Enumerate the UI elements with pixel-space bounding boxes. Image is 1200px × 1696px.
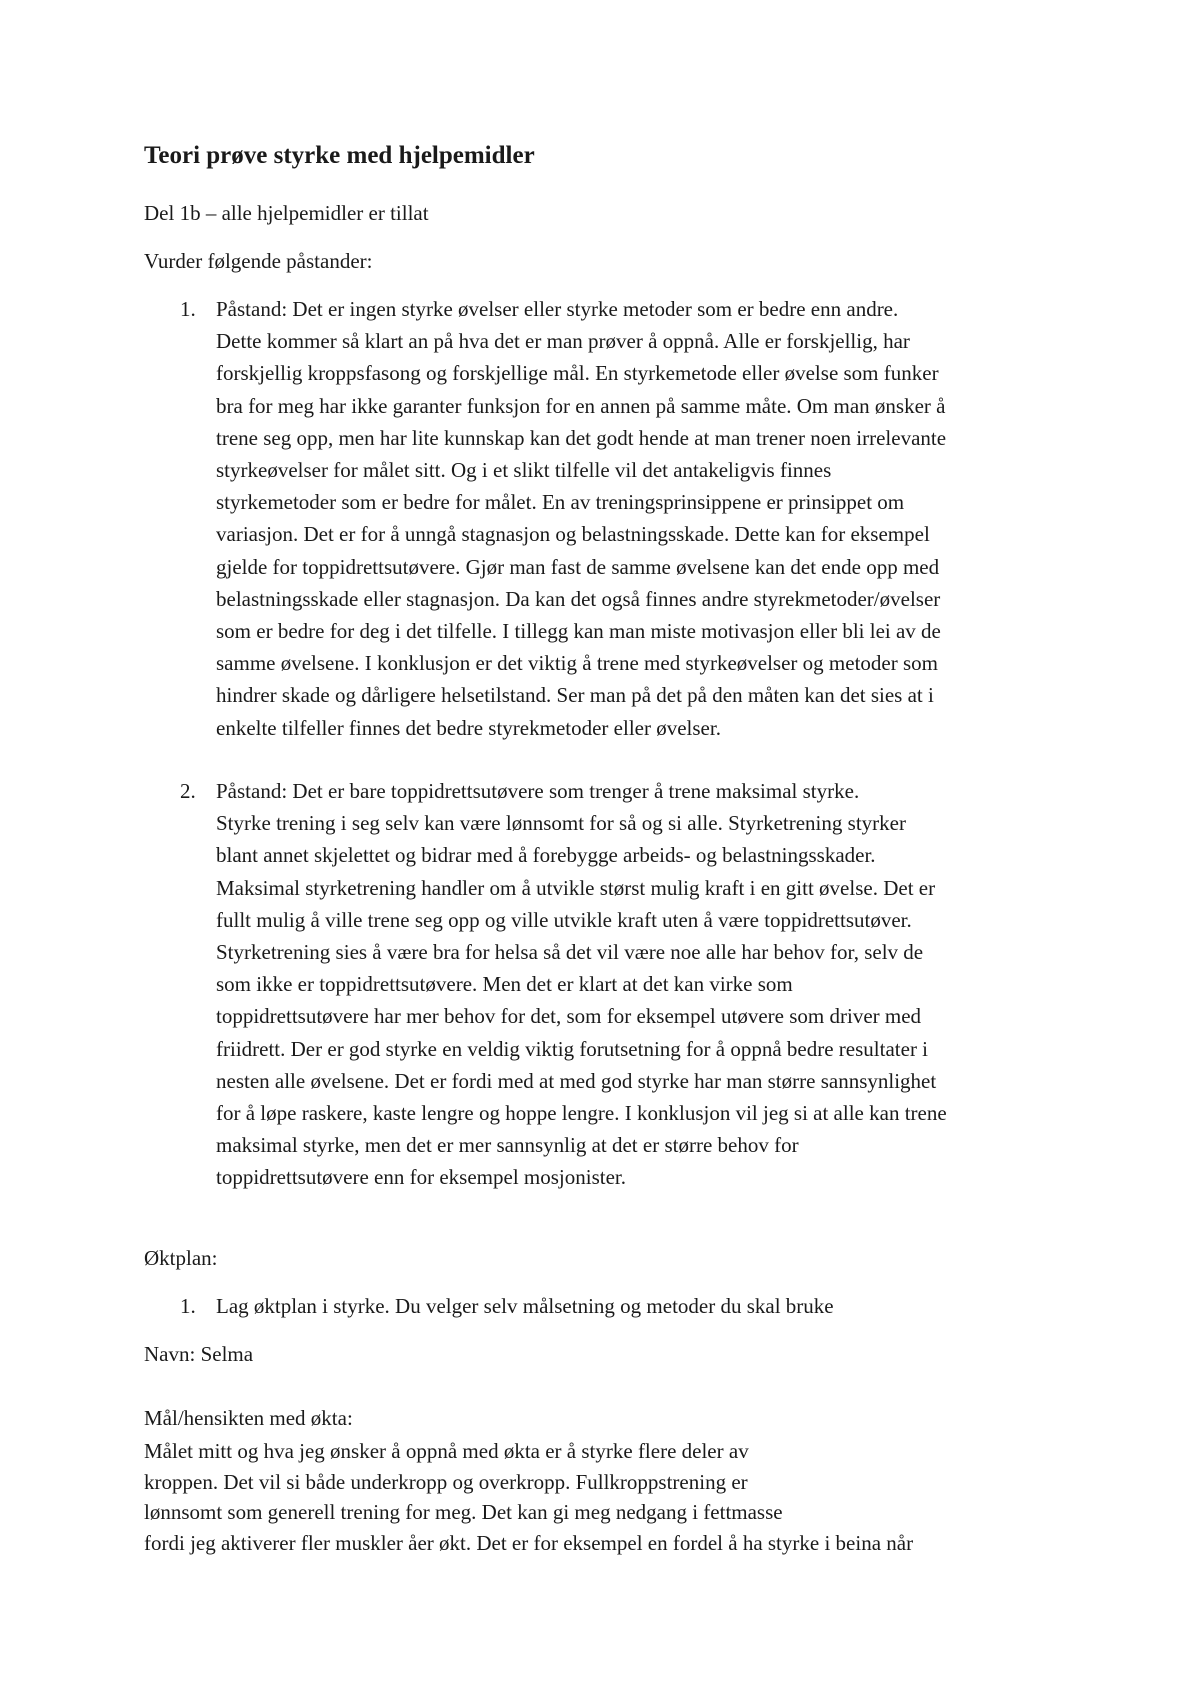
- claim-2-line: Styrke trening i seg selv kan være lønnsomt for så og si alle. Styrketrening styrker: [216, 811, 906, 836]
- claim-1-line: hindrer skade og dårligere helsetilstand. Ser man på det på den måten kan det sies at i: [216, 683, 934, 708]
- claim-1-line: enkelte tilfeller finnes det bedre styrekmetoder eller øvelser.: [216, 715, 721, 740]
- claim-2-line: for å løpe raskere, kaste lengre og hoppe lengre. I konklusjon vil jeg si at alle kan trene: [216, 1101, 947, 1126]
- claim-1-line: styrkemetoder som er bedre for målet. En av treningsprinsippene er prinsippet om: [216, 490, 905, 515]
- plan-task-text: Lag øktplan i styrke. Du velger selv målsetning og metoder du skal bruke: [216, 1294, 834, 1318]
- claim-1-line: trene seg opp, men har lite kunnskap kan det godt hende at man trener noen irrelevante: [216, 425, 947, 450]
- claim-2-line: Maksimal styrketrening handler om å utvikle størst mulig kraft i en gitt øvelse. Det er: [216, 875, 936, 900]
- goal-paragraph: [144, 1436, 1064, 1558]
- goal-line: kroppen. Det vil si både underkropp og overkropp. Fullkroppstrening er: [144, 1469, 748, 1494]
- claim-1-line: som er bedre for deg i det tilfelle. I tillegg kan man miste motivasjon eller bli lei av de: [216, 619, 941, 644]
- document-title: Teori prøve styrke med hjelpemidler: [144, 142, 535, 169]
- goal-line: Målet mitt og hva jeg ønsker å oppnå med økta er å styrke flere deler av: [144, 1439, 749, 1463]
- claim-1-line: Påstand: Det er ingen styrke øvelser eller styrke metoder som er bedre enn andre.: [216, 297, 899, 321]
- plan-task-number: 1.: [180, 1294, 196, 1318]
- claim-2-line: friidrett. Der er god styrke en veldig viktig forutsetning for å oppnå bedre resultater i: [216, 1036, 929, 1061]
- name-line: Navn: Selma: [144, 1342, 254, 1366]
- goal-line: lønnsomt som generell trening for meg. Det kan gi meg nedgang i fettmasse: [144, 1500, 783, 1524]
- claim-2-line: toppidrettsutøvere har mer behov for det, som for eksempel utøvere som driver med: [216, 1004, 922, 1029]
- claim-1-number: 1.: [180, 297, 196, 321]
- claim-2-line: toppidrettsutøvere enn for eksempel mosjonister.: [216, 1165, 626, 1190]
- intro-text: Vurder følgende påstander:: [144, 249, 373, 273]
- subtitle: Del 1b – alle hjelpemidler er tillat: [144, 201, 429, 225]
- claim-2-line: Styrketrening sies å være bra for helsa så det vil være noe alle har behov for, selv de: [216, 940, 924, 965]
- claim-2-line: blant annet skjelettet og bidrar med å forebygge arbeids- og belastningsskader.: [216, 843, 876, 868]
- claim-2-text: [216, 775, 1076, 1194]
- claim-1-line: bra for meg har ikke garanter funksjon for en annen på samme måte. Om man ønsker å: [216, 393, 946, 418]
- goal-line: fordi jeg aktiverer fler muskler åer økt. Det er for eksempel en fordel å ha styrke i beina når: [144, 1530, 914, 1555]
- claim-1-line: variasjon. Det er for å unngå stagnasjon og belastningsskade. Dette kan for eksempel: [216, 522, 930, 547]
- claim-2-number: 2.: [180, 779, 196, 803]
- claim-2-line: Påstand: Det er bare toppidrettsutøvere som trenger å trene maksimal styrke.: [216, 779, 860, 803]
- claim-2-line: fullt mulig å ville trene seg opp og ville utvikle kraft uten å være toppidrettsutøver.: [216, 907, 912, 932]
- claim-1-text: [216, 293, 1076, 744]
- claim-1-line: gjelde for toppidrettsutøvere. Gjør man fast de samme øvelsene kan det ende opp med: [216, 554, 940, 579]
- plan-heading: Øktplan:: [144, 1246, 218, 1270]
- claim-1-line: samme øvelsene. I konklusjon er det viktig å trene med styrkeøvelser og metoder som: [216, 651, 938, 676]
- claim-1-line: forskjellig kroppsfasong og forskjellige mål. En styrkemetode eller øvelse som funker: [216, 361, 939, 386]
- claim-2-line: maksimal styrke, men det er mer sannsynlig at det er større behov for: [216, 1133, 799, 1158]
- claim-2-line: som ikke er toppidrettsutøvere. Men det er klart at det kan virke som: [216, 972, 793, 997]
- claim-1-line: styrkeøvelser for målet sitt. Og i et slikt tilfelle vil det antakeligvis finnes: [216, 458, 832, 483]
- goal-heading: Mål/hensikten med økta:: [144, 1406, 353, 1430]
- claim-1-line: belastningsskade eller stagnasjon. Da kan det også finnes andre styrekmetoder/øvelser: [216, 586, 941, 611]
- claim-2-line: nesten alle øvelsene. Det er fordi med at med god styrke har man større sannsynlighet: [216, 1068, 937, 1093]
- claim-1-line: Dette kommer så klart an på hva det er man prøver å oppnå. Alle er forskjellig, har: [216, 329, 910, 354]
